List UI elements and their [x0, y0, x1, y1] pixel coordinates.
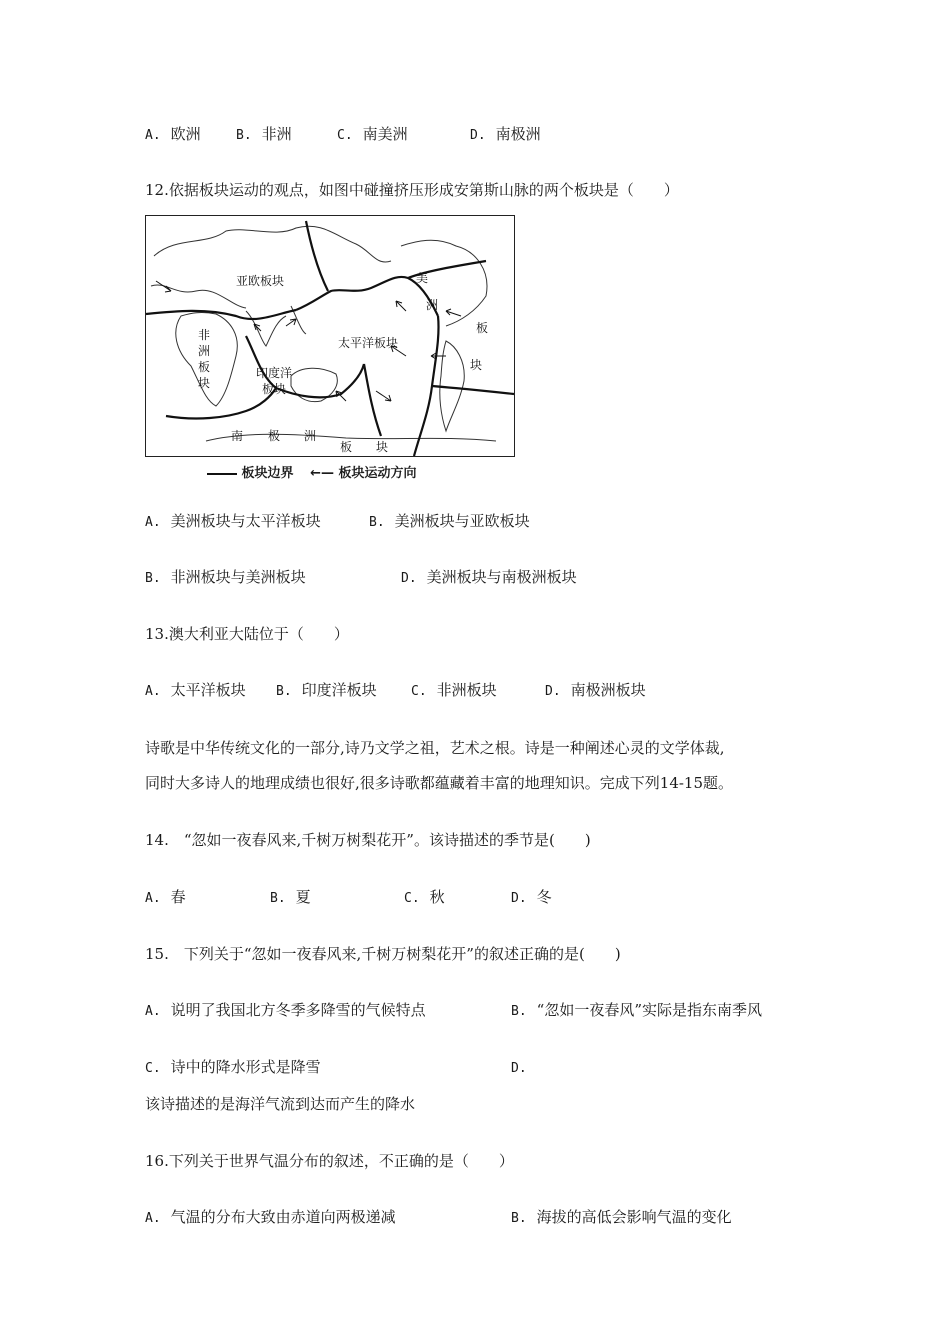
plate-map-frame [145, 215, 515, 457]
map-label-america-4: 块 [470, 358, 483, 372]
boundary-line-icon [207, 473, 237, 475]
map-label-pacific: 太平洋板块 [338, 336, 399, 350]
q14-option-d: D. 冬 [511, 888, 552, 906]
q14-stem: 14. “忽如一夜春风来,千树万树梨花开”。该诗描述的季节是( ) [145, 831, 591, 849]
map-label-africa-1: 非 [198, 328, 211, 342]
q16-option-a: A. 气温的分布大致由赤道向两极递减 [145, 1208, 396, 1226]
map-label-indian-1: 印度洋 [256, 366, 293, 380]
q14-option-c: C. 秋 [404, 888, 445, 906]
q13-stem: 13.澳大利亚大陆位于（ ） [145, 625, 349, 643]
q11-option-b: B. 非洲 [236, 125, 292, 143]
map-label-eurasia: 亚欧板块 [236, 274, 285, 288]
q11-option-d: D. 南极洲 [470, 125, 541, 143]
q15-option-b: B. “忽如一夜春风”实际是指东南季风 [511, 1001, 762, 1019]
q11-option-c: C. 南美洲 [337, 125, 408, 143]
q12-option-a: A. 美洲板块与太平洋板块 [145, 512, 321, 530]
map-label-antarctic-5: 块 [376, 440, 389, 454]
map-label-america-2: 洲 [426, 298, 439, 312]
q12-stem: 12.依据板块运动的观点，如图中碰撞挤压形成安第斯山脉的两个板块是（ ） [145, 181, 679, 199]
arrow-left-icon: ←— [310, 466, 334, 481]
map-label-america-1: 美 [416, 271, 429, 285]
plate-map [145, 215, 515, 485]
q15-option-a: A. 说明了我国北方冬季多降雪的气候特点 [145, 1001, 426, 1019]
map-label-indian-2: 板块 [262, 382, 287, 396]
q16-stem: 16.下列关于世界气温分布的叙述，不正确的是（ ） [145, 1152, 514, 1170]
map-label-antarctic-2: 极 [268, 429, 281, 443]
map-label-antarctic-1: 南 [231, 429, 244, 443]
passage-line-2: 同时大多诗人的地理成绩也很好,很多诗歌都蕴藏着丰富的地理知识。完成下列14-15题。 [145, 774, 734, 792]
passage-line-1: 诗歌是中华传统文化的一部分,诗乃文学之祖，艺术之根。诗是一种阐述心灵的文学体裁, [145, 739, 725, 757]
map-label-africa-4: 块 [198, 376, 211, 390]
q11-option-a: A. 欧洲 [145, 125, 201, 143]
map-label-america-3: 板 [476, 321, 489, 335]
q15-option-d: D. [511, 1061, 527, 1076]
q15-option-d-text: 该诗描述的是海洋气流到达而产生的降水 [145, 1095, 416, 1113]
q13-option-b: B. 印度洋板块 [276, 681, 377, 699]
legend-boundary: 板块边界 [241, 466, 294, 481]
q12-option-b: B. 美洲板块与亚欧板块 [369, 512, 530, 530]
q12-option-d: D. 美洲板块与南极洲板块 [401, 568, 577, 586]
q13-option-c: C. 非洲板块 [411, 681, 497, 699]
q15-stem: 15. 下列关于“忽如一夜春风来,千树万树梨花开”的叙述正确的是( ) [145, 945, 621, 963]
map-label-antarctic-4: 板 [340, 440, 353, 454]
map-label-antarctic-3: 洲 [304, 429, 317, 443]
legend-direction: 板块运动方向 [338, 466, 417, 481]
q15-option-c: C. 诗中的降水形式是降雪 [145, 1058, 321, 1076]
map-label-africa-2: 洲 [198, 344, 211, 358]
q16-option-b: B. 海拔的高低会影响气温的变化 [511, 1208, 732, 1226]
q13-option-d: D. 南极洲板块 [545, 681, 646, 699]
map-legend [207, 462, 417, 481]
q13-option-a: A. 太平洋板块 [145, 681, 246, 699]
map-label-africa-3: 板 [198, 360, 211, 374]
q14-option-a: A. 春 [145, 888, 186, 906]
q12-option-c: B. 非洲板块与美洲板块 [145, 568, 306, 586]
q14-option-b: B. 夏 [270, 888, 311, 906]
